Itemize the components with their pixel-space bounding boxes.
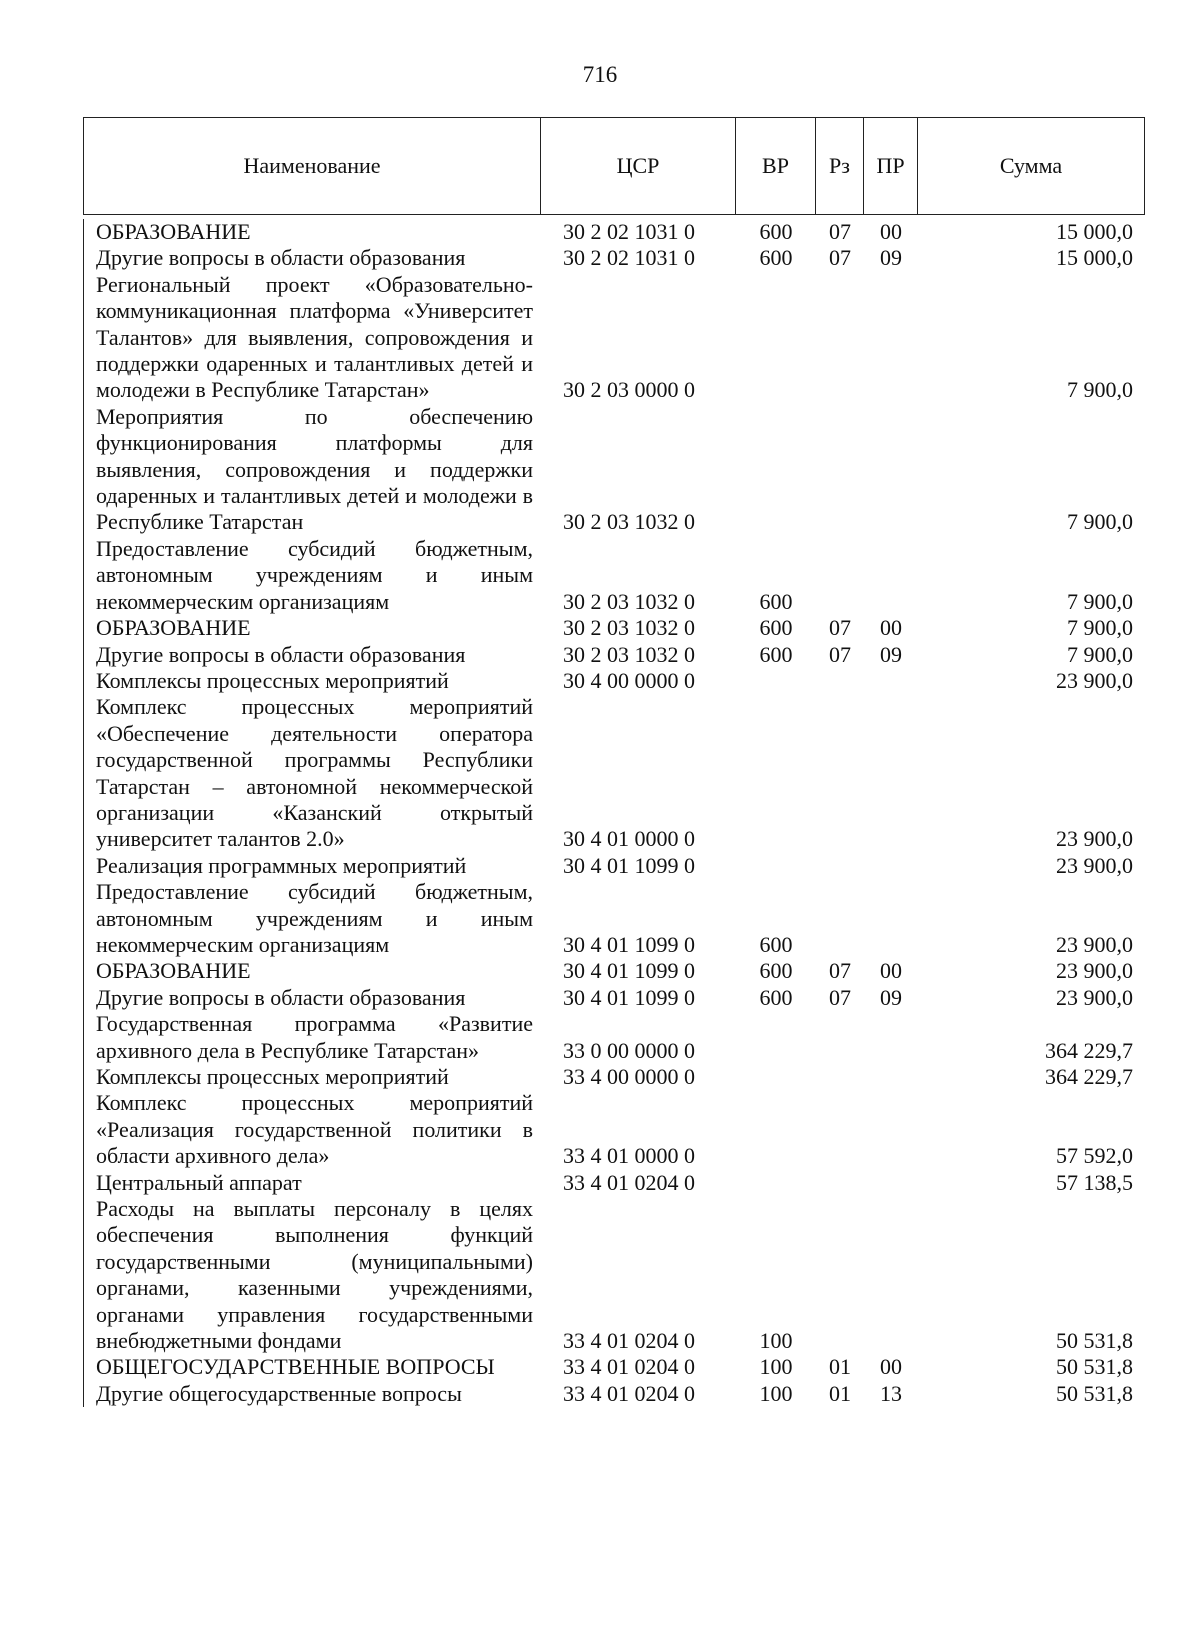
row-csr: 33 0 00 0000 0 <box>563 1037 695 1063</box>
row-name-text: Другие общегосударственные вопросы <box>96 1380 462 1406</box>
row-vr: 600 <box>759 219 793 244</box>
table-row <box>84 1196 1145 1354</box>
row-name-text: ОБЩЕГОСУДАРСТВЕННЫЕ ВОПРОСЫ <box>96 1354 495 1380</box>
row-vr: 600 <box>759 615 793 641</box>
row-csr: 30 2 03 1032 0 <box>563 615 695 641</box>
row-pr: 00 <box>880 1354 902 1380</box>
row-vr: 100 <box>759 1354 793 1380</box>
table-row <box>84 615 1145 641</box>
row-name-text: Центральный аппарат <box>96 1169 302 1195</box>
row-name-text: Комплексы процессных мероприятий <box>96 667 449 693</box>
row-sum: 364 229,7 <box>1045 1064 1133 1089</box>
table-row <box>84 1090 1145 1169</box>
row-csr: 33 4 01 0000 0 <box>563 1143 695 1169</box>
row-sum: 57 592,0 <box>1056 1143 1133 1169</box>
row-name-text: ОБРАЗОВАНИЕ <box>96 958 251 984</box>
table-row <box>84 1011 1145 1064</box>
row-vr: 600 <box>759 958 793 984</box>
row-name-text: Комплекс процессных мероприятий «Реализация государственной политики в области архивного дела» <box>96 1090 533 1169</box>
table-row <box>84 668 1145 694</box>
row-csr: 30 4 01 1099 0 <box>563 852 695 878</box>
row-sum: 15 000,0 <box>1056 219 1133 244</box>
row-csr: 30 2 03 1032 0 <box>563 641 695 667</box>
table-row <box>84 245 1145 271</box>
header-rz: Рз <box>816 118 864 215</box>
row-csr: 33 4 01 0204 0 <box>563 1169 695 1195</box>
table-row <box>84 694 1145 852</box>
row-csr: 33 4 01 0204 0 <box>563 1328 695 1354</box>
header-pr: ПР <box>864 118 918 215</box>
row-pr: 09 <box>880 245 902 271</box>
row-name-text: Государственная программа «Развитие архивного дела в Республике Татарстан» <box>96 1011 533 1063</box>
row-name-text: Предоставление субсидий бюджетным, автономным учреждениям и иным некоммерческим организациям <box>96 535 533 614</box>
row-pr: 09 <box>880 984 902 1010</box>
row-vr: 100 <box>759 1380 793 1406</box>
row-name-text: Другие вопросы в области образования <box>96 245 466 271</box>
row-name <box>84 404 541 536</box>
row-csr: 33 4 01 0204 0 <box>563 1354 695 1380</box>
row-name <box>84 536 541 615</box>
table-body <box>83 219 1145 1407</box>
row-rz: 01 <box>829 1380 851 1406</box>
row-csr: 33 4 00 0000 0 <box>563 1064 695 1089</box>
row-pr: 09 <box>880 641 902 667</box>
row-name-text: Региональный проект «Образовательно-коммуникационная платформа «Университет Талантов» для выявления, сопровождения и поддержки одаренных и талантливых детей и молодежи в Республике Татарстан» <box>96 271 533 403</box>
header-csr: ЦСР <box>541 118 736 215</box>
row-rz: 07 <box>829 615 851 641</box>
row-name-text: Мероприятия по обеспечению функционирования платформы для выявления, сопровождения и поддержки одаренных и талантливых детей и молодежи в Республике Татарстан <box>96 403 533 535</box>
row-csr: 30 2 02 1031 0 <box>563 219 695 244</box>
row-name <box>84 694 541 852</box>
row-csr: 33 4 01 0204 0 <box>563 1380 695 1406</box>
row-name <box>84 1011 541 1064</box>
row-name <box>84 219 541 245</box>
row-sum: 23 900,0 <box>1056 931 1133 957</box>
row-vr: 600 <box>759 588 793 614</box>
row-name <box>84 985 541 1011</box>
row-name <box>84 642 541 668</box>
row-name <box>84 615 541 641</box>
row-pr: 00 <box>880 958 902 984</box>
table-row <box>84 1354 1145 1380</box>
row-vr: 100 <box>759 1328 793 1354</box>
row-name <box>84 958 541 984</box>
row-sum: 50 531,8 <box>1056 1328 1133 1354</box>
table-row <box>84 853 1145 879</box>
row-csr: 30 2 03 1032 0 <box>563 588 695 614</box>
table-row <box>84 1064 1145 1090</box>
table-row <box>84 404 1145 536</box>
table-row <box>84 985 1145 1011</box>
table-row <box>84 879 1145 958</box>
row-pr: 00 <box>880 615 902 641</box>
table-row <box>84 1170 1145 1196</box>
row-rz: 07 <box>829 641 851 667</box>
row-csr: 30 4 01 1099 0 <box>563 958 695 984</box>
table-row <box>84 272 1145 404</box>
row-name-text: Комплексы процессных мероприятий <box>96 1064 449 1089</box>
row-name <box>84 1170 541 1196</box>
row-sum: 23 900,0 <box>1056 667 1133 693</box>
row-name-text: Другие вопросы в области образования <box>96 984 466 1010</box>
row-sum: 50 531,8 <box>1056 1380 1133 1406</box>
row-vr: 600 <box>759 641 793 667</box>
table-row <box>84 1381 1145 1407</box>
row-sum: 364 229,7 <box>1045 1037 1133 1063</box>
row-sum: 7 900,0 <box>1067 377 1133 403</box>
row-name-text: Реализация программных мероприятий <box>96 852 467 878</box>
row-name <box>84 245 541 271</box>
row-csr: 30 4 01 1099 0 <box>563 931 695 957</box>
row-name-text: ОБРАЗОВАНИЕ <box>96 615 251 641</box>
table-row <box>84 642 1145 668</box>
row-name <box>84 272 541 404</box>
row-name <box>84 1064 541 1090</box>
row-vr: 600 <box>759 245 793 271</box>
row-vr: 600 <box>759 984 793 1010</box>
row-name <box>84 668 541 694</box>
row-csr: 30 2 02 1031 0 <box>563 245 695 271</box>
row-name-text: Другие вопросы в области образования <box>96 641 466 667</box>
row-csr: 30 4 00 0000 0 <box>563 667 695 693</box>
row-csr: 30 2 03 1032 0 <box>563 509 695 535</box>
row-name <box>84 879 541 958</box>
row-sum: 7 900,0 <box>1067 509 1133 535</box>
header-vr: ВР <box>736 118 816 215</box>
row-name-text: Комплекс процессных мероприятий «Обеспечение деятельности оператора государственной программы Республики Татарстан – автономной некоммерческой организации «Казанский открытый университет талантов 2.0» <box>96 694 533 852</box>
row-name <box>84 1354 541 1380</box>
row-sum: 50 531,8 <box>1056 1354 1133 1380</box>
row-sum: 23 900,0 <box>1056 958 1133 984</box>
page-number: 716 <box>582 62 618 87</box>
row-rz: 07 <box>829 984 851 1010</box>
row-rz: 01 <box>829 1354 851 1380</box>
row-sum: 7 900,0 <box>1067 588 1133 614</box>
row-sum: 23 900,0 <box>1056 984 1133 1010</box>
row-sum: 57 138,5 <box>1056 1169 1133 1195</box>
row-name-text: Предоставление субсидий бюджетным, автономным учреждениям и иным некоммерческим организациям <box>96 879 533 957</box>
row-name-text: ОБРАЗОВАНИЕ <box>96 219 251 244</box>
table-row <box>84 219 1145 245</box>
table-row <box>84 536 1145 615</box>
row-sum: 7 900,0 <box>1067 615 1133 641</box>
row-sum: 15 000,0 <box>1056 245 1133 271</box>
row-name-text: Расходы на выплаты персоналу в целях обеспечения выполнения функций государственными (муниципальными) органами, казенными учреждениями, органами управления государственными внебюджетными фондами <box>96 1196 533 1354</box>
row-name <box>84 1381 541 1407</box>
header-sum: Сумма <box>918 118 1145 215</box>
row-csr: 30 2 03 0000 0 <box>563 377 695 403</box>
row-rz: 07 <box>829 958 851 984</box>
row-csr: 30 4 01 0000 0 <box>563 826 695 852</box>
row-sum: 7 900,0 <box>1067 641 1133 667</box>
header-name: Наименование <box>84 118 541 215</box>
row-pr: 13 <box>880 1380 902 1406</box>
table-header <box>83 117 1145 215</box>
row-rz: 07 <box>829 245 851 271</box>
row-name <box>84 1090 541 1169</box>
row-name <box>84 853 541 879</box>
row-sum: 23 900,0 <box>1056 826 1133 852</box>
row-pr: 00 <box>880 219 902 244</box>
row-rz: 07 <box>829 219 851 244</box>
row-csr: 30 4 01 1099 0 <box>563 984 695 1010</box>
table-row <box>84 958 1145 984</box>
row-name <box>84 1196 541 1354</box>
row-sum: 23 900,0 <box>1056 852 1133 878</box>
row-vr: 600 <box>759 931 793 957</box>
